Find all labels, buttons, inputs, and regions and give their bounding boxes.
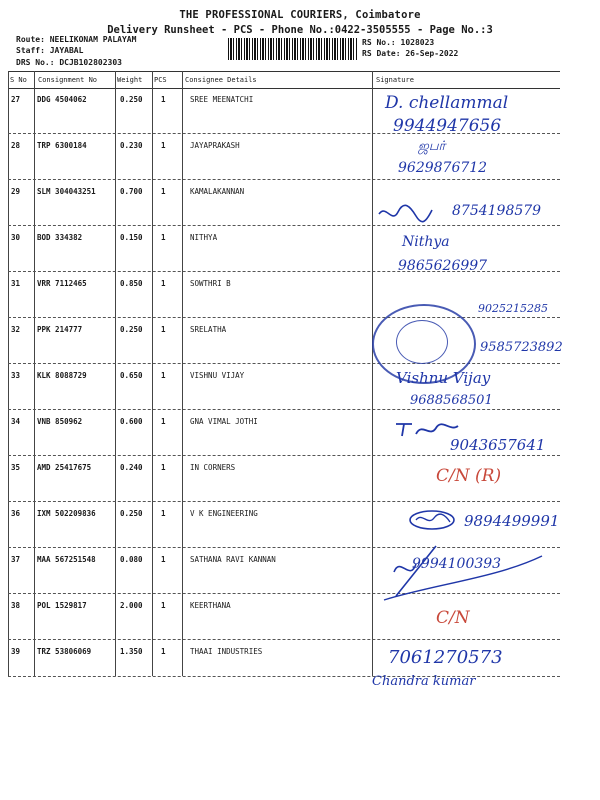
row-sno: 31 — [11, 279, 21, 288]
signature-remark: C/N — [436, 608, 470, 628]
row-sno: 38 — [11, 601, 21, 610]
row-pcs: 1 — [161, 601, 166, 610]
row-sno: 35 — [11, 463, 21, 472]
signature-name: Chandra kumar — [372, 674, 476, 689]
header-signature: Signature — [376, 76, 414, 84]
row-sno: 39 — [11, 647, 21, 656]
company-title: THE PROFESSIONAL COURIERS, Coimbatore — [179, 9, 421, 21]
row-pcs: 1 — [161, 555, 166, 564]
row-consignee: KAMALAKANNAN — [190, 187, 245, 196]
row-consignee: V K ENGINEERING — [190, 509, 258, 518]
row-consignment: KLK 8088729 — [37, 371, 87, 380]
table-bottom-rule — [8, 676, 560, 677]
row-separator — [8, 225, 560, 226]
row-consignee: SOWTHRI B — [190, 279, 231, 288]
signature-phone: 9944947656 — [393, 116, 502, 136]
route-label: Route: NEELIKONAM PALAYAM — [16, 35, 137, 44]
row-weight: 0.080 — [120, 555, 143, 564]
signature-scribble — [376, 200, 436, 228]
row-consignment: SLM 304043251 — [37, 187, 96, 196]
signature-scribble — [376, 542, 546, 602]
signature-phone: 9865626997 — [398, 258, 488, 274]
row-pcs: 1 — [161, 371, 166, 380]
row-sno: 27 — [11, 95, 21, 104]
row-consignment: VRR 7112465 — [37, 279, 87, 288]
runsheet-subtitle: Delivery Runsheet - PCS - Phone No.:0422-3505555 - Page No.:3 — [107, 24, 493, 36]
col-divider — [372, 71, 373, 676]
row-consignee: SREE MEENATCHI — [190, 95, 254, 104]
row-weight: 0.250 — [120, 95, 143, 104]
row-pcs: 1 — [161, 463, 166, 472]
signature-remark: C/N (R) — [436, 466, 502, 486]
header-weight: Weight — [117, 76, 143, 84]
row-separator — [8, 501, 560, 502]
signature-phone: 7061270573 — [388, 647, 503, 668]
header-bottom-rule — [8, 88, 560, 89]
signature-name: ஜபர் — [418, 139, 446, 154]
row-consignee: NITHYA — [190, 233, 218, 242]
signature-phone: 9025215285 — [478, 302, 548, 315]
row-consignment: DDG 4504062 — [37, 95, 87, 104]
signature-name: Nithya — [402, 234, 450, 250]
col-divider — [182, 71, 183, 676]
row-sno: 34 — [11, 417, 21, 426]
row-separator — [8, 363, 560, 364]
rs-date: RS Date: 26-Sep-2022 — [362, 49, 459, 58]
row-weight: 1.350 — [120, 647, 143, 656]
signature-phone: 9894499991 — [464, 512, 560, 530]
row-consignment: VNB 850962 — [37, 417, 83, 426]
col-divider — [34, 71, 35, 676]
row-separator — [8, 409, 560, 410]
signature-phone: 9629876712 — [398, 160, 488, 176]
row-pcs: 1 — [161, 279, 166, 288]
row-weight: 0.230 — [120, 141, 143, 150]
row-separator — [8, 179, 560, 180]
row-consignee: THAAI INDUSTRIES — [190, 647, 263, 656]
row-sno: 33 — [11, 371, 21, 380]
drs-number: DRS No.: DCJB102802303 — [16, 58, 122, 67]
row-pcs: 1 — [161, 233, 166, 242]
row-weight: 0.150 — [120, 233, 143, 242]
row-consignee: KEERTHANA — [190, 601, 231, 610]
signature-phone: 9688568501 — [410, 393, 493, 408]
row-consignment: MAA 567251548 — [37, 555, 96, 564]
row-consignment: TRZ 53806069 — [37, 647, 92, 656]
row-consignment: IXM 502209836 — [37, 509, 96, 518]
signature-name: D. chellammal — [385, 93, 509, 113]
signature-phone: 9043657641 — [450, 436, 546, 454]
row-consignee: VISHNU VIJAY — [190, 371, 245, 380]
row-sno: 36 — [11, 509, 21, 518]
row-pcs: 1 — [161, 647, 166, 656]
row-consignment: TRP 6300184 — [37, 141, 87, 150]
col-divider — [8, 71, 9, 676]
signature-phone: 9994100393 — [412, 556, 502, 572]
row-consignee: GNA VIMAL JOTHI — [190, 417, 258, 426]
row-consignee: SRELATHA — [190, 325, 227, 334]
signature-phone: 8754198579 — [452, 203, 542, 219]
rs-number: RS No.: 1028023 — [362, 38, 435, 47]
row-weight: 2.000 — [120, 601, 143, 610]
header-pcs: PCS — [154, 76, 167, 84]
row-consignment: AMD 25417675 — [37, 463, 92, 472]
row-weight: 0.250 — [120, 325, 143, 334]
row-sno: 30 — [11, 233, 21, 242]
header-consignee: Consignee Details — [185, 76, 257, 84]
row-pcs: 1 — [161, 509, 166, 518]
row-consignment: POL 1529817 — [37, 601, 87, 610]
row-consignment: BOD 334382 — [37, 233, 83, 242]
row-pcs: 1 — [161, 417, 166, 426]
row-weight: 0.700 — [120, 187, 143, 196]
col-divider — [115, 71, 116, 676]
row-weight: 0.650 — [120, 371, 143, 380]
row-pcs: 1 — [161, 325, 166, 334]
signature-name: Vishnu Vijay — [396, 369, 491, 387]
signature-scribble — [406, 506, 462, 532]
row-consignment: PPK 214777 — [37, 325, 83, 334]
row-sno: 37 — [11, 555, 21, 564]
signature-phone: 9585723892 — [480, 340, 563, 355]
row-consignee: JAYAPRAKASH — [190, 141, 240, 150]
row-sno: 28 — [11, 141, 21, 150]
row-separator — [8, 455, 560, 456]
row-pcs: 1 — [161, 95, 166, 104]
row-weight: 0.240 — [120, 463, 143, 472]
barcode — [228, 38, 358, 60]
header-consignment: Consignment No — [38, 76, 98, 84]
row-separator — [8, 317, 560, 318]
row-consignee: SATHANA RAVI KANNAN — [190, 555, 276, 564]
row-weight: 0.250 — [120, 509, 143, 518]
row-sno: 32 — [11, 325, 21, 334]
row-pcs: 1 — [161, 187, 166, 196]
col-divider — [152, 71, 153, 676]
row-consignee: IN CORNERS — [190, 463, 236, 472]
header-sno: S No — [10, 76, 27, 84]
row-pcs: 1 — [161, 141, 166, 150]
table-top-rule — [8, 71, 560, 72]
staff-label: Staff: JAYABAL — [16, 46, 84, 55]
row-weight: 0.600 — [120, 417, 143, 426]
row-separator — [8, 639, 560, 640]
row-sno: 29 — [11, 187, 21, 196]
row-weight: 0.850 — [120, 279, 143, 288]
